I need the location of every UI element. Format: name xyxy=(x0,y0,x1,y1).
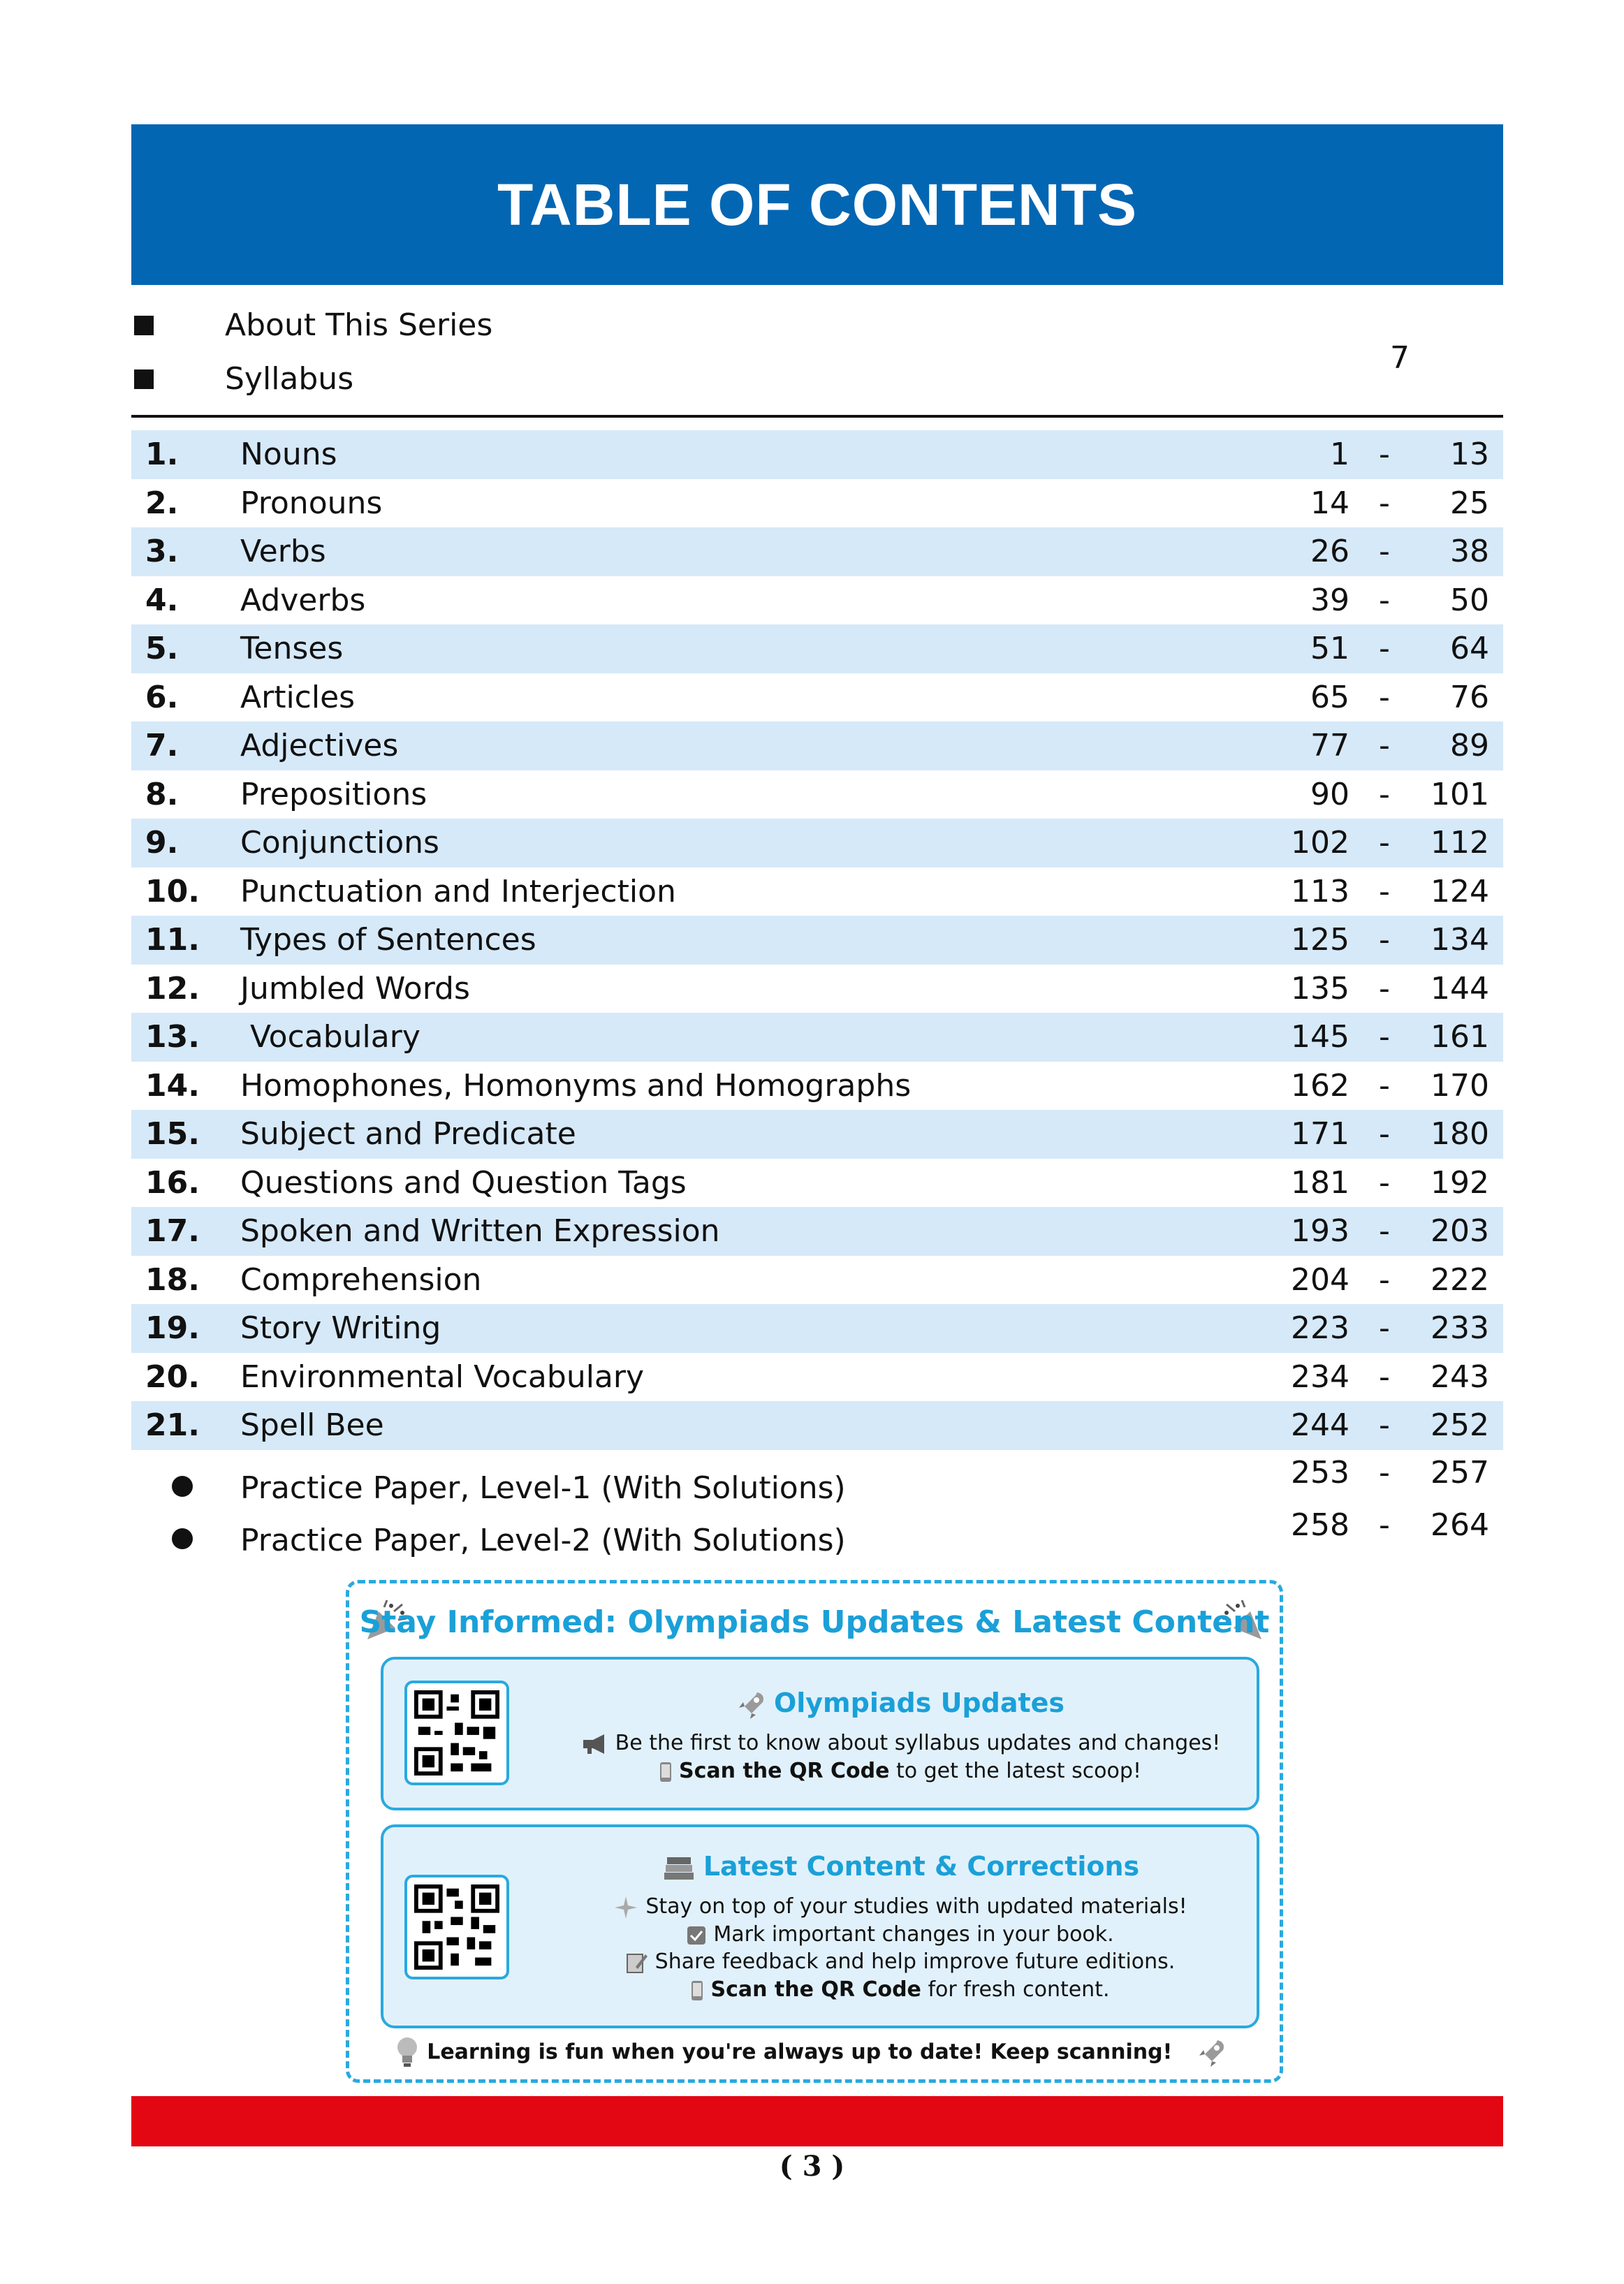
card-title-text: Latest Content & Corrections xyxy=(703,1851,1140,1882)
page-end: 264 xyxy=(1431,1507,1489,1543)
page-end: 257 xyxy=(1431,1455,1489,1491)
page-start: 26 xyxy=(1310,534,1349,570)
intro-item-syllabus[interactable] xyxy=(131,361,353,397)
card-line xyxy=(551,1731,1250,1755)
page-end: 192 xyxy=(1431,1164,1489,1201)
toc-row[interactable] xyxy=(131,916,1503,965)
page-dash: - xyxy=(1379,1407,1390,1444)
chapter-title: Pronouns xyxy=(240,485,383,521)
page-start: 113 xyxy=(1291,873,1349,909)
page-dash: - xyxy=(1379,582,1390,618)
card-line-text: for fresh content. xyxy=(921,1977,1110,2002)
toc-row[interactable] xyxy=(131,770,1503,819)
info-footer-text: Learning is fun when you're always up to date! Keep scanning! xyxy=(427,2040,1173,2065)
chapter-title: Spell Bee xyxy=(240,1407,384,1444)
chapter-title: Environmental Vocabulary xyxy=(240,1359,645,1395)
page-dash: - xyxy=(1379,1310,1390,1347)
updates-card xyxy=(381,1657,1259,1810)
info-footer xyxy=(349,2036,1280,2070)
chapter-number: 11. xyxy=(145,922,200,958)
chapter-title: Questions and Question Tags xyxy=(240,1164,687,1201)
page-end: 252 xyxy=(1431,1407,1489,1444)
chapter-title: Comprehension xyxy=(240,1261,482,1298)
chapter-title: Types of Sentences xyxy=(240,922,536,958)
page-start: 125 xyxy=(1291,922,1349,958)
toc-row[interactable] xyxy=(131,819,1503,868)
page-number: ( 3 ) xyxy=(779,2150,845,2183)
chapter-number: 14. xyxy=(145,1067,200,1104)
page-dash: - xyxy=(1379,534,1390,570)
chapter-title: Spoken and Written Expression xyxy=(240,1213,720,1250)
chapter-number: 21. xyxy=(145,1407,200,1444)
phone-icon xyxy=(691,1980,703,2001)
check-icon xyxy=(687,1926,706,1945)
page-start: 39 xyxy=(1310,582,1349,618)
chapter-title: Conjunctions xyxy=(240,825,439,861)
intro-item-label: Syllabus xyxy=(225,361,354,397)
chapter-title: Punctuation and Interjection xyxy=(240,873,676,909)
page-end: 233 xyxy=(1431,1310,1489,1347)
page-dash: - xyxy=(1379,873,1390,909)
chapter-title: Subject and Predicate xyxy=(240,1116,576,1152)
toc-row[interactable] xyxy=(131,722,1503,770)
card-line-text: Be the first to know about syllabus updates and changes! xyxy=(615,1731,1221,1755)
page-end: 203 xyxy=(1431,1213,1489,1250)
books-icon xyxy=(661,1854,696,1882)
header-banner xyxy=(131,124,1503,285)
intro-item-about[interactable] xyxy=(131,307,492,343)
page-start: 77 xyxy=(1310,728,1349,764)
page-dash: - xyxy=(1379,1019,1390,1055)
practice-title: Practice Paper, Level-2 (With Solutions) xyxy=(240,1523,846,1558)
toc-row[interactable] xyxy=(131,1110,1503,1159)
sparkles-icon xyxy=(613,1895,638,1920)
divider xyxy=(131,415,1503,418)
page-start: 193 xyxy=(1291,1213,1349,1250)
bullet-icon xyxy=(172,1528,193,1549)
chapter-title: Nouns xyxy=(240,437,337,473)
toc-row[interactable] xyxy=(131,1207,1503,1256)
page-end: 134 xyxy=(1431,922,1489,958)
toc-row[interactable] xyxy=(131,479,1503,528)
card-line xyxy=(551,1922,1250,1947)
page-dash: - xyxy=(1379,1164,1390,1201)
page-dash: - xyxy=(1379,728,1390,764)
page-start: 181 xyxy=(1291,1164,1349,1201)
practice-pages xyxy=(1266,1507,1489,1543)
page-end: 38 xyxy=(1450,534,1489,570)
chapter-number: 12. xyxy=(145,970,200,1006)
intro-page-number: 7 xyxy=(1390,340,1410,376)
qr-code-graphic xyxy=(414,1884,499,1970)
page-dash: - xyxy=(1379,970,1390,1006)
square-bullet-icon xyxy=(134,369,154,389)
toc-row[interactable] xyxy=(131,624,1503,673)
page-dash: - xyxy=(1379,922,1390,958)
chapter-title: Adjectives xyxy=(240,728,399,764)
toc-row[interactable] xyxy=(131,430,1503,479)
page-start: 204 xyxy=(1291,1261,1349,1298)
chapter-number: 19. xyxy=(145,1310,200,1347)
page-end: 112 xyxy=(1431,825,1489,861)
page-end: 180 xyxy=(1431,1116,1489,1152)
page-dash: - xyxy=(1379,679,1390,715)
page-dash: - xyxy=(1379,485,1390,521)
page-start: 65 xyxy=(1310,679,1349,715)
toc-row[interactable] xyxy=(131,1256,1503,1305)
practice-title: Practice Paper, Level-1 (With Solutions) xyxy=(240,1470,846,1506)
page-dash: - xyxy=(1379,1359,1390,1395)
page-start: 253 xyxy=(1291,1455,1349,1491)
chapter-number: 5. xyxy=(145,631,179,667)
chapter-title: Prepositions xyxy=(240,776,427,812)
page-start: 51 xyxy=(1310,631,1349,667)
page-end: 76 xyxy=(1450,679,1489,715)
megaphone-icon xyxy=(580,1733,608,1755)
chapter-title: Adverbs xyxy=(240,582,366,618)
card-line xyxy=(551,1759,1250,1783)
intro-section xyxy=(131,297,1503,416)
page-dash: - xyxy=(1379,1455,1390,1491)
card-line-text: Stay on top of your studies with updated materials! xyxy=(645,1894,1187,1919)
rocket-icon xyxy=(736,1690,767,1720)
chapter-number: 3. xyxy=(145,534,179,570)
page-end: 170 xyxy=(1431,1067,1489,1104)
card-line xyxy=(551,1894,1250,1920)
page-end: 124 xyxy=(1431,873,1489,909)
scan-qr-label: Scan the QR Code xyxy=(679,1759,890,1783)
toc-row[interactable] xyxy=(131,1401,1503,1450)
chapter-number: 17. xyxy=(145,1213,200,1250)
page-start: 223 xyxy=(1291,1310,1349,1347)
page-start: 244 xyxy=(1291,1407,1349,1444)
chapter-number: 8. xyxy=(145,776,179,812)
info-box xyxy=(346,1580,1283,2083)
page-start: 145 xyxy=(1291,1019,1349,1055)
page-end: 243 xyxy=(1431,1359,1489,1395)
page-end: 25 xyxy=(1450,485,1489,521)
toc-row[interactable] xyxy=(131,576,1503,625)
chapter-number: 6. xyxy=(145,679,179,715)
page-dash: - xyxy=(1379,631,1390,667)
footer-bar xyxy=(131,2096,1503,2146)
toc-row[interactable] xyxy=(131,965,1503,1013)
chapter-number: 9. xyxy=(145,825,179,861)
page-dash: - xyxy=(1379,1507,1390,1543)
chapter-title: Story Writing xyxy=(240,1310,441,1347)
toc-row[interactable] xyxy=(131,868,1503,916)
page-start: 135 xyxy=(1291,970,1349,1006)
card-line xyxy=(551,1949,1250,1974)
chapter-number: 18. xyxy=(145,1261,200,1298)
page-end: 13 xyxy=(1450,437,1489,473)
chapter-number: 16. xyxy=(145,1164,200,1201)
toc-row[interactable] xyxy=(131,1013,1503,1062)
rocket-icon xyxy=(1197,2037,1227,2068)
chapter-number: 20. xyxy=(145,1359,200,1395)
chapter-number: 2. xyxy=(145,485,179,521)
page-start: 171 xyxy=(1291,1116,1349,1152)
page-end: 89 xyxy=(1450,728,1489,764)
toc-row[interactable] xyxy=(131,1159,1503,1208)
page-title: TABLE OF CONTENTS xyxy=(497,171,1138,237)
page-dash: - xyxy=(1379,1067,1390,1104)
qr-code-icon[interactable] xyxy=(404,1681,509,1785)
page-end: 64 xyxy=(1450,631,1489,667)
page-start: 102 xyxy=(1291,825,1349,861)
toc-list xyxy=(131,430,1503,1450)
chapter-number: 13. xyxy=(145,1019,200,1055)
content-card xyxy=(381,1824,1259,2028)
card-line-text: Share feedback and help improve future editions. xyxy=(654,1949,1176,1974)
card-line xyxy=(551,1977,1250,2002)
card-title xyxy=(551,1851,1250,1882)
chapter-number: 4. xyxy=(145,582,179,618)
page-dash: - xyxy=(1379,1116,1390,1152)
info-heading: Stay Informed: Olympiads Updates & Latest Content xyxy=(359,1604,1270,1640)
page-start: 162 xyxy=(1291,1067,1349,1104)
page-start: 90 xyxy=(1310,776,1349,812)
toc-row[interactable] xyxy=(131,527,1503,576)
toc-row[interactable] xyxy=(131,1353,1503,1402)
square-bullet-icon xyxy=(134,316,154,335)
chapter-number: 10. xyxy=(145,873,200,909)
card-line-text: to get the latest scoop! xyxy=(889,1759,1141,1783)
scan-qr-label: Scan the QR Code xyxy=(710,1977,921,2002)
page-start: 258 xyxy=(1291,1507,1349,1543)
page-start: 1 xyxy=(1330,437,1349,473)
phone-icon xyxy=(659,1762,672,1782)
page-dash: - xyxy=(1379,1213,1390,1250)
page-end: 222 xyxy=(1431,1261,1489,1298)
toc-row[interactable] xyxy=(131,1304,1503,1353)
memo-icon xyxy=(626,1952,648,1974)
chapter-title: Articles xyxy=(240,679,356,715)
practice-item[interactable] xyxy=(131,1507,1503,1565)
card-line-text: Mark important changes in your book. xyxy=(713,1922,1114,1947)
qr-code-icon[interactable] xyxy=(404,1875,509,1979)
lightbulb-icon xyxy=(395,2036,420,2070)
page-end: 101 xyxy=(1431,776,1489,812)
bullet-icon xyxy=(172,1476,193,1497)
chapter-title: Verbs xyxy=(240,534,326,570)
qr-code-graphic xyxy=(414,1690,499,1776)
practice-pages xyxy=(1266,1455,1489,1491)
page-end: 161 xyxy=(1431,1019,1489,1055)
chapter-title: Vocabulary xyxy=(240,1019,420,1055)
page-start: 14 xyxy=(1310,485,1349,521)
page-end: 144 xyxy=(1431,970,1489,1006)
chapter-title: Tenses xyxy=(240,631,344,667)
page-dash: - xyxy=(1379,776,1390,812)
page-end: 50 xyxy=(1450,582,1489,618)
chapter-number: 7. xyxy=(145,728,179,764)
page-start: 234 xyxy=(1291,1359,1349,1395)
chapter-title: Homophones, Homonyms and Homographs xyxy=(240,1067,912,1104)
page-dash: - xyxy=(1379,437,1390,473)
card-title xyxy=(551,1688,1250,1720)
page-dash: - xyxy=(1379,825,1390,861)
toc-row[interactable] xyxy=(131,1062,1503,1111)
chapter-number: 1. xyxy=(145,437,179,473)
chapter-title: Jumbled Words xyxy=(240,970,470,1006)
card-title-text: Olympiads Updates xyxy=(773,1688,1065,1718)
practice-item[interactable] xyxy=(131,1455,1503,1512)
chapter-number: 15. xyxy=(145,1116,200,1152)
page-dash: - xyxy=(1379,1261,1390,1298)
toc-row[interactable] xyxy=(131,673,1503,722)
intro-item-label: About This Series xyxy=(225,307,493,343)
